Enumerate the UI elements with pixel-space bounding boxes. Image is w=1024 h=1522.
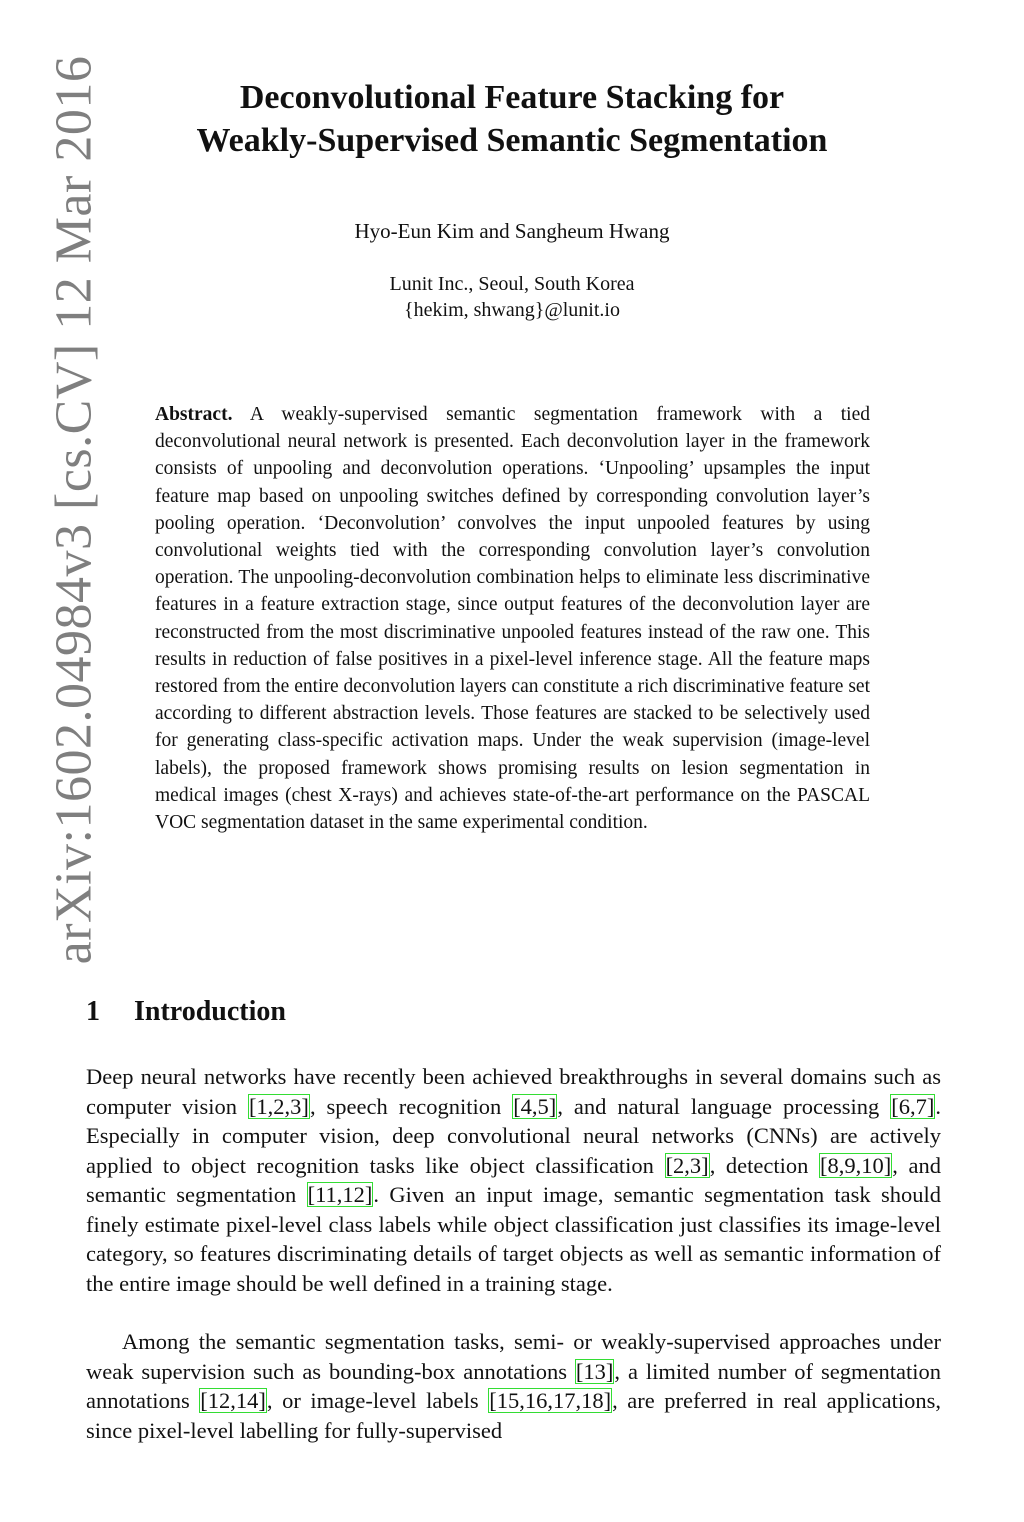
author-email: {hekim, shwang}@lunit.io xyxy=(404,299,620,321)
text-run: , and semantic segmentation xyxy=(86,1152,941,1207)
citation-link[interactable]: [11,12] xyxy=(307,1182,373,1207)
citation-link[interactable]: [6,7] xyxy=(891,1093,935,1119)
text-run: . Given an input image, semantic segmentation task should finely estimate pixel-level class labels while object classification just classifies its image-level category, so features discriminating details of target objects as well as semantic information of the entire image should be well defined in a training stage. xyxy=(86,1182,941,1296)
intro-paragraph-1 xyxy=(86,1062,941,1298)
paper-title xyxy=(120,76,904,162)
abstract-label: Abstract. xyxy=(155,404,233,425)
arxiv-identifier: arXiv:1602.04984v3 [cs.CV] 12 Mar 2016 xyxy=(45,55,103,965)
section-heading xyxy=(86,994,286,1030)
author-list: Hyo-Eun Kim and Sangheum Hwang xyxy=(354,219,670,243)
citation-link[interactable]: [2,3] xyxy=(665,1152,709,1178)
text-run: , a limited number of segmentation annotations xyxy=(86,1358,941,1413)
citation-link[interactable]: [15,16,17,18] xyxy=(489,1388,612,1413)
citation-link[interactable]: [4,5] xyxy=(513,1093,557,1119)
intro-paragraph-2 xyxy=(86,1327,941,1445)
text-run: . Especially in computer vision, deep convolutional neural networks (CNNs) are actively applied to object recognition tasks like object classification xyxy=(86,1093,941,1178)
title-line-1: Deconvolutional Feature Stacking for xyxy=(239,79,785,116)
affiliation: Lunit Inc., Seoul, South Korea xyxy=(389,273,635,295)
text-run: , are preferred in real applications, since pixel-level labelling for fully-supervised xyxy=(86,1388,941,1443)
affiliation-block xyxy=(120,271,904,323)
text-run: Deep neural networks have recently been achieved breakthroughs in several domains such as computer vision xyxy=(86,1064,941,1119)
text-run: , speech recognition xyxy=(309,1093,513,1119)
citation-link[interactable]: [13] xyxy=(575,1358,614,1384)
text-run: , and natural language processing xyxy=(557,1093,891,1119)
section-title: Introduction xyxy=(134,996,286,1027)
text-run: , detection xyxy=(709,1152,820,1178)
abstract xyxy=(155,401,870,836)
citation-link[interactable]: [12,14] xyxy=(200,1388,266,1413)
citation-link[interactable]: [8,9,10] xyxy=(820,1152,892,1178)
abstract-text: A weakly-supervised semantic segmentation framework with a tied deconvolutional neural network is presented. Each deconvolution layer in the framework consists of unpooling and deconvolution operations. ‘Unpooling’ upsamples the input feature map based on unpooling switches defined by corresponding convolution layer’s pooling operation. ‘Deconvolution’ convolves the input unpooled features by using convolutional weights tied with the corresponding convolution layer’s convolution operation. The unpooling-deconvolution combination helps to eliminate less discriminative features in a feature extraction stage, since output features of the deconvolution layer are reconstructed from the most discriminative unpooled features instead of the raw one. This results in reduction of false positives in a pixel-level inference stage. All the feature maps restored from the entire deconvolution layers can constitute a rich discriminative feature set according to different abstraction levels. Those features are stacked to be selectively used for generating class-specific activation maps. Under the weak supervision (image-level labels), the proposed framework shows promising results on lesion segmentation in medical images (chest X-rays) and achieves state-of-the-art performance on the PASCAL VOC segmentation dataset in the same experimental condition. xyxy=(155,404,870,834)
text-run: Among the semantic segmentation tasks, semi- or weakly-supervised approaches under weak supervision such as bounding-box annotations xyxy=(86,1329,941,1384)
citation-link[interactable]: [1,2,3] xyxy=(248,1093,309,1119)
section-number: 1 xyxy=(86,996,100,1027)
text-run: , or image-level labels xyxy=(266,1388,489,1413)
title-line-2: Weakly-Supervised Semantic Segmentation xyxy=(196,122,828,159)
